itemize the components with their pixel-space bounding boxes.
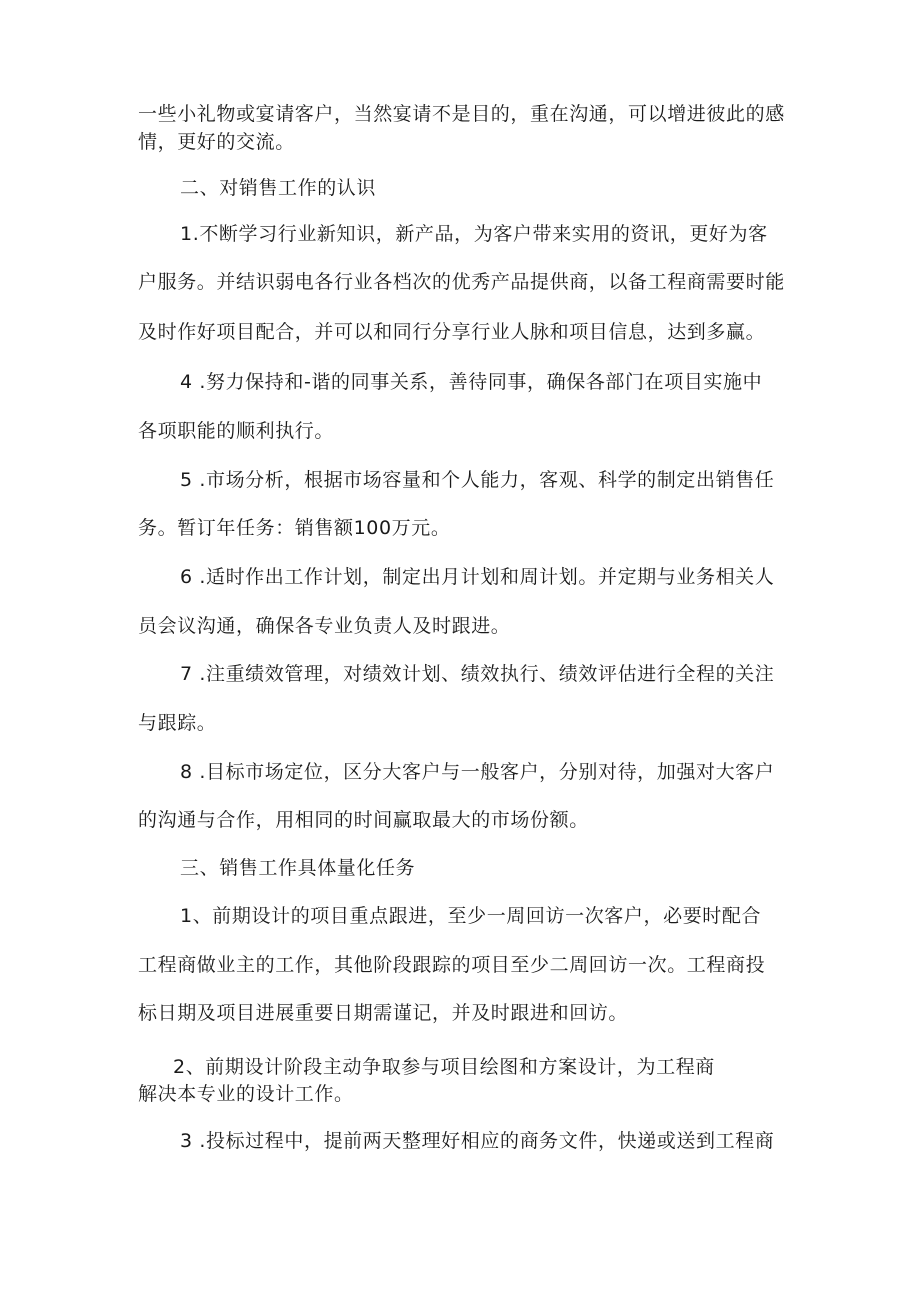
paragraph-line: 与跟踪。 xyxy=(138,712,217,734)
paragraph-line: 1、前期设计的项目重点跟进，至少一周回访一次客户，必要时配合 xyxy=(180,905,762,927)
paragraph-line: 4 .努力保持和-谐的同事关系，善待同事，确保各部门在项目实施中 xyxy=(180,371,763,393)
paragraph-line: 各项职能的顺利执行。 xyxy=(138,420,335,442)
paragraph-line: 6 .适时作出工作计划，制定出月计划和周计划。并定期与业务相关人 xyxy=(180,566,775,588)
paragraph-line: 及时作好项目配合，并可以和同行分享行业人脉和项目信息，达到多赢。 xyxy=(138,321,766,343)
paragraph-line: 务。暂订年任务：销售额100万元。 xyxy=(138,517,451,539)
paragraph-line: 标日期及项目进展重要日期需谨记，并及时跟进和回访。 xyxy=(138,1002,629,1024)
section-heading: 三、销售工作具体量化任务 xyxy=(180,857,416,879)
paragraph-line: 工程商做业主的工作，其他阶段跟踪的项目至少二周回访一次。工程商投 xyxy=(138,954,766,976)
paragraph-line: 1.不断学习行业新知识，新产品，为客户带来实用的资讯，更好为客 xyxy=(180,223,768,245)
paragraph-line: 情，更好的交流。 xyxy=(138,131,295,153)
paragraph-line: 的沟通与合作，用相同的时间赢取最大的市场份额。 xyxy=(138,809,589,831)
paragraph-line: 8 .目标市场定位，区分大客户与一般客户，分别对待，加强对大客户 xyxy=(180,761,775,783)
paragraph-line: 7 .注重绩效管理，对绩效计划、绩效执行、绩效评估进行全程的关注 xyxy=(180,663,775,685)
paragraph-line: 户服务。并结识弱电各行业各档次的优秀产品提供商，以备工程商需要时能 xyxy=(138,271,785,293)
paragraph-line: 解决本专业的设计工作。 xyxy=(138,1083,354,1105)
section-heading: 二、对销售工作的认识 xyxy=(180,177,377,199)
paragraph-line: 员会议沟通，确保各专业负责人及时跟进。 xyxy=(138,615,511,637)
paragraph-line: 2、前期设计阶段主动争取参与项目绘图和方案设计，为工程商 xyxy=(173,1056,715,1078)
paragraph-line: 3 .投标过程中，提前两天整理好相应的商务文件，快递或送到工程商 xyxy=(180,1130,775,1152)
paragraph-line: 5 .市场分析，根据市场容量和个人能力，客观、科学的制定出销售任 xyxy=(180,469,775,491)
paragraph-line: 一些小礼物或宴请客户，当然宴请不是目的，重在沟通，可以增进彼此的感 xyxy=(138,103,785,125)
